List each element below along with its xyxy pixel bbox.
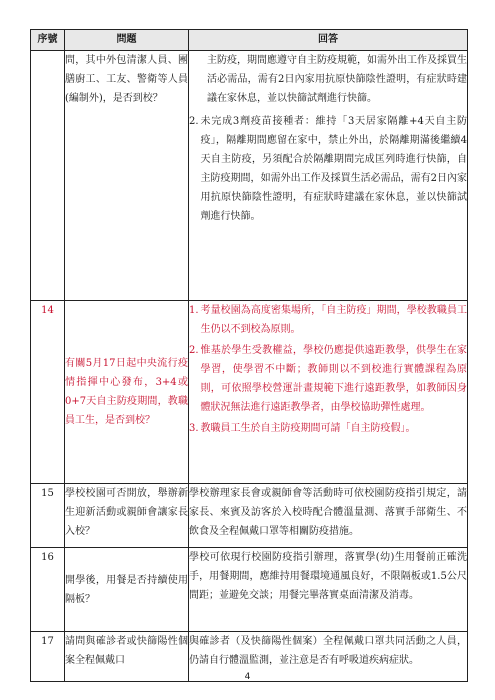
table-row	[31, 301, 468, 484]
answer-item-text: 考量校園為高度密集場所，「自主防疫」期間，學校教職員工生仍以不到校為原則。	[200, 305, 467, 335]
answer-cell	[189, 301, 468, 484]
question-text: 請問與確診者或快篩陽性個案全程佩戴口	[65, 636, 188, 666]
row-number: 14	[31, 301, 65, 484]
answer-item	[189, 341, 467, 417]
table-row	[31, 548, 468, 632]
question-text: 學校校園可否開放，舉辦新生迎新活動或親師會讓家長入校？	[65, 488, 188, 537]
question-cell	[65, 484, 189, 548]
answer-item-text: 未完成3劑疫苗接種者：維持「3天居家隔離+4天自主防疫」，隔離期間應留在家中，禁止外出，於隔離期滿後繼續4天自主防疫，另須配合於隔離期間完成匡列時進行快篩，自主防疫期間，如需外出工作及採買生活必需品，需有2日內家用抗原快篩陰性證明，有症狀時建議在家休息，並以快篩試劑進行快篩。	[200, 116, 467, 222]
table-row	[31, 51, 468, 301]
answer-item	[189, 301, 467, 339]
answer-item-number: 2.	[189, 116, 199, 127]
row-number	[31, 51, 65, 301]
question-cell	[65, 51, 189, 301]
table-row	[31, 484, 468, 548]
row-number: 17	[31, 632, 65, 682]
row-number: 15	[31, 484, 65, 548]
answer-cell	[189, 484, 468, 548]
answer-text: 學校辦理家長會或親師會等活動時可依校園防疫指引規定，請家長、來賓及訪客於入校時配合體溫量測、落實手部衛生、不飲食及全程佩戴口罩等相關防疫措施。	[189, 488, 467, 537]
answer-item-number: 1.	[189, 305, 199, 316]
page-number: 4	[244, 672, 251, 682]
answer-item-number: 2.	[189, 345, 199, 356]
header-no: 序號	[31, 30, 65, 51]
question-text: 問，其中外包清潔人員、團膳廚工、工友、警衛等人員(編制外)，是否到校？	[65, 55, 188, 104]
answer-item	[189, 112, 467, 226]
table-header-row	[31, 30, 468, 51]
question-text: 有關5月17日起中央流行疫情指揮中心發布，3+4或0+7天自主防疫期間，教職員工生，是否到校？	[65, 358, 188, 426]
header-answer: 回答	[189, 30, 468, 51]
answer-text: 與確診者（及快篩陽性個案）全程佩戴口罩共同活動之人員，仍請自行體溫監測，並注意是否有呼吸道疾病症狀。	[189, 636, 467, 666]
question-text: 開學後，用餐是否持續使用隔板？	[65, 574, 188, 605]
answer-cell	[189, 548, 468, 632]
answer-cell	[189, 51, 468, 301]
answer-item-number: 3.	[189, 423, 199, 434]
question-cell	[65, 548, 189, 632]
question-cell	[65, 301, 189, 484]
row-number: 16	[31, 548, 65, 632]
faq-table	[30, 29, 468, 682]
answer-item-text: 惟基於學生受教權益，學校仍應提供遠距教學，供學生在家學習，使學習不中斷；教師則以不到校進行實體課程為原則，可依照學校營運計畫規範下進行遠距教學，如教師因身體狀況無法進行遠距教學者，由學校協助彈性處理。	[200, 345, 467, 413]
answer-item-text: 教職員工生於自主防疫期間可請「自主防疫假」。	[200, 423, 416, 434]
header-question: 問題	[65, 30, 189, 51]
answer-item	[189, 419, 467, 438]
answer-text: 學校可依現行校園防疫指引辦理，落實學(幼)生用餐前正確洗手，用餐期間，應維持用餐環境通風良好，不限隔板或1.5公尺間距；並避免交談；用餐完畢落實桌面清潔及消毒。	[189, 552, 467, 601]
answer-text: 主防疫，期間應遵守自主防疫規範，如需外出工作及採買生活必需品，需有2日內家用抗原快篩陰性證明，有症狀時建議在家休息，並以快篩試劑進行快篩。	[207, 55, 467, 104]
